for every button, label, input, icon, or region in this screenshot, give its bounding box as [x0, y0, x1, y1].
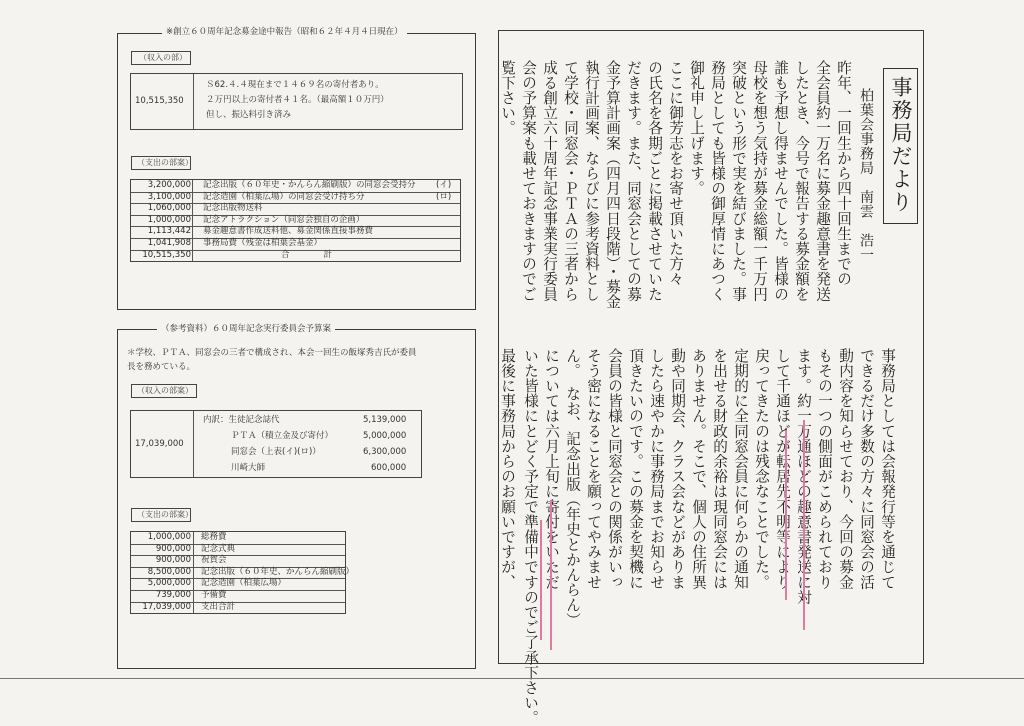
reference-income-item: 内訳：生徒記念誌代: [203, 415, 280, 425]
report-income-note: Ｓ62.４.４現在まで１４６９名の寄付者あり。: [206, 80, 384, 90]
article-column: 動や同期会、クラス会などがありま: [669, 348, 686, 590]
article-column: を出せる財政的余裕は現同窓会には: [711, 348, 728, 590]
article-column: 突破という形で実を結びました。事: [730, 60, 747, 302]
reference-income-table: [130, 410, 422, 478]
article-column: 最後に事務局からのお願いですが、: [499, 348, 516, 590]
article-column: したとき、今号で報告する募金額を: [793, 60, 810, 302]
reference-budget-frame: [117, 329, 476, 669]
article-column: もその一つの側面がこめられており: [816, 348, 833, 590]
article-column: 御礼申し上げます。: [688, 60, 705, 196]
reference-note: ＊学校、ＰＴＡ、同窓会の三者で構成され、本会一回生の飯塚秀吉氏が委員: [127, 348, 417, 358]
table-row: 3,200,000 記念出版（６０年史・かんらん縮刷版）の同窓会受持分 (イ): [131, 180, 460, 193]
article-column: 会員の皆様と同窓会との関係がいっ: [606, 348, 623, 590]
reference-budget-header: （参考資料）６０周年記念実行委員会予算案: [157, 324, 335, 334]
article-column: したら速やかに事務局までお知らせ: [648, 348, 665, 590]
article-column: できるだけ多数の方々に同窓会の活: [858, 348, 875, 590]
article-column: 動内容を知らせており、今回の募金: [837, 348, 854, 590]
article-column: については六月上旬に寄付をいただ: [543, 348, 560, 590]
report-expense-table: [130, 179, 461, 262]
reference-income-amount: 6,300,000: [363, 447, 407, 457]
article-column: いた皆様にとどく予定で準備中ですのでご了承下さい。: [522, 348, 539, 726]
table-row: 1,060,000 記念出版物送料: [131, 203, 460, 216]
report-income-table: [130, 73, 463, 130]
table-row: 8,500,000 記念出版（６０年史、かんらん縮刷版）: [131, 567, 345, 580]
table-row: 3,100,000 記念造園（柏葉広場）の同窓会受け持ち分 (ロ): [131, 192, 460, 205]
reference-income-item: ＰＴＡ（積立金及び寄付）: [231, 431, 334, 441]
reference-note: 長を務めている。: [127, 362, 196, 372]
reference-expense-table: [130, 531, 355, 614]
report-income-total: 10,515,350: [135, 96, 184, 106]
article-column: 定期的に全同窓会員に何らかの通知: [732, 348, 749, 590]
table-row: 900,000 祝賀会: [131, 555, 345, 568]
article-column: だきます。また、同窓会としての募: [625, 60, 642, 302]
bottom-rule: [0, 678, 1024, 679]
article-byline: 柏葉会事務局 南雲 浩一: [858, 88, 874, 262]
article-column: ここに御芳志をお寄せ頂いた方々: [667, 60, 684, 287]
article-column: ます。約一万通ほどの趣意書発送に対: [795, 348, 812, 605]
report-income-label: （収入の部）: [139, 53, 187, 62]
table-row: 5,000,000 記念造園（柏葉広場）: [131, 578, 345, 591]
donation-report-header: ※創立６０周年記念募金途中報告（昭和６２年４月４日現在）: [162, 27, 407, 37]
article-column: 全会員約一万名に募金趣意書を発送: [814, 60, 831, 302]
article-column: 誰も予想し得ませんでした。皆様の: [772, 60, 789, 302]
report-income-note: 但し、振込料引き済み: [206, 110, 292, 120]
report-income-note: ２万円以上の寄付者４１名。（最高額１０万円）: [206, 95, 389, 105]
reference-income-item: 同窓会（上表(イ)(ロ)）: [231, 447, 321, 457]
reference-income-amount: 5,000,000: [363, 431, 407, 441]
article-column: 頂きたいのです。この募金を契機に: [627, 348, 644, 590]
highlight-mark: [550, 500, 552, 650]
highlight-mark: [785, 430, 787, 600]
reference-income-label: （収入の部案）: [137, 386, 193, 395]
article-column: 覧下さい。: [499, 60, 516, 136]
article-column: 事務局としては会報発行等を通じて: [879, 348, 896, 590]
reference-income-item: 川崎大師: [231, 463, 266, 473]
table-row: 1,000,000 記念アトラクション（同窓会独自の企画）: [131, 215, 460, 228]
article-column: 会の予算案も載せておきますのでご: [520, 60, 537, 302]
article-column: ん。 なお、記念出版（年史とかんらん）: [564, 348, 581, 628]
article-title: 事務局だより: [889, 76, 913, 214]
reference-expense-label: （支出の部案）: [137, 510, 193, 519]
table-row: 900,000 記念式典: [131, 544, 345, 557]
report-expense-label: （支出の部案）: [137, 158, 193, 167]
article-column: の氏名を各期ごとに掲載させていた: [646, 60, 663, 302]
table-row: 1,000,000 総務費: [131, 532, 345, 545]
article-column: て学校・同窓会・ＰＴＡの三者から: [562, 60, 579, 302]
table-row: 1,041,908 事務局費（残金は柏葉会基金）: [131, 238, 460, 251]
article-column: 務局としても皆様の御厚情にあつく: [709, 60, 726, 302]
article-column: 戻ってきたのは残念なことでした。: [753, 348, 770, 590]
reference-income-amount: 600,000: [371, 463, 407, 473]
article-column: 執行計画案、ならびに参考資料とし: [583, 60, 600, 302]
table-row: 739,000 予備費: [131, 590, 345, 603]
article-column: 昨年、一回生から四十回生までの: [835, 60, 852, 287]
highlight-mark: [540, 520, 542, 640]
reference-income-total: 17,039,000: [135, 439, 184, 449]
article-column: そう密になることを願ってやみませ: [585, 348, 602, 590]
article-column: ありません。そこで、個人の住所異: [690, 348, 707, 590]
article-column: 金予算計画案（四月四日段階）・募金: [604, 60, 621, 310]
article-column: して千通ほどが転居先不明等により: [774, 348, 791, 590]
article-column: 成る創立六十周年記念事業実行委員: [541, 60, 558, 302]
highlight-mark: [803, 420, 805, 630]
article-column: 母校を想う気持が募金総額一千万円: [751, 60, 768, 302]
reference-income-amount: 5,139,000: [363, 415, 407, 425]
table-row-total: 17,039,000 支出合計: [142, 601, 236, 612]
table-row: 1,113,442 募金趣意書作成送料他、募金関係直接事務費: [131, 226, 460, 239]
table-row-total: 10,515,350 合 計: [142, 249, 333, 260]
